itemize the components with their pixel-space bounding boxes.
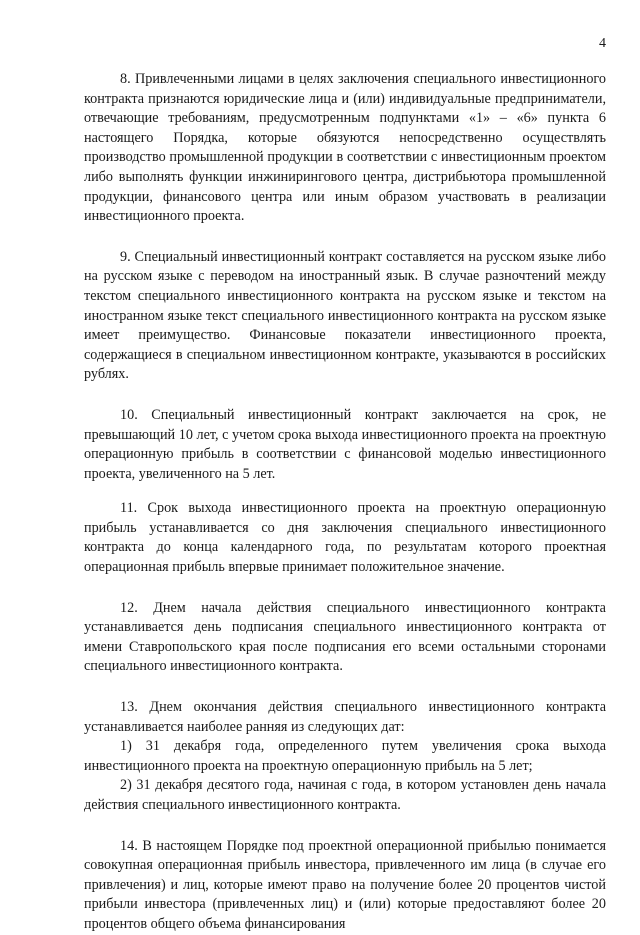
paragraph-8: 8. Привлеченными лицами в целях заключения специального инвестиционного контракта признаются юридические лица и (или) индивидуальные предприниматели, отвечающие требованиям, предусмотренным подпунктами «1» – «6» пункта 6 настоящего Порядка, которые обязуются непосредственно осуществлять производство промышленной продукции в соответствии с инвестиционным проектом либо выполнять функции инжинирингового центра, дистрибьютора промышленной продукции, финансового центра или иным образом участвовать в реализации инвестиционного проекта.	[84, 71, 606, 225]
document-body	[84, 70, 606, 935]
paragraph-13-item-2: 2) 31 декабря десятого года, начиная с года, в котором установлен день начала действия специального инвестиционного контракта.	[84, 777, 606, 813]
paragraph-11: 11. Срок выхода инвестиционного проекта на проектную операционную прибыль устанавливается со дня заключения специального инвестиционного контракта до конца календарного года, по результатам которого проектная операционная прибыль впервые принимает положительное значение.	[84, 500, 606, 576]
paragraph-10: 10. Специальный инвестиционный контракт заключается на срок, не превышающий 10 лет, с учетом срока выхода инвестиционного проекта на проектную операционную прибыль в соответствии с финансовой моделью инвестиционного проекта, увеличенного на 5 лет.	[84, 406, 606, 482]
paragraph-13: 13. Днем окончания действия специального инвестиционного контракта устанавливается наиболее ранняя из следующих дат:	[84, 699, 606, 735]
paragraph-9: 9. Специальный инвестиционный контракт составляется на русском языке либо на русском языке с переводом на иностранный язык. В случае разночтений между текстом специального инвестиционного контракта на русском языке и текстом на иностранном языке текст специального инвестиционного контракта на русском языке имеет преимущество. Финансовые показатели инвестиционного проекта, содержащиеся в специальном инвестиционном контракте, указываются в российских рублях.	[84, 248, 606, 383]
paragraph-14: 14. В настоящем Порядке под проектной операционной прибылью понимается совокупная операционная прибыль инвестора, привлеченного им лица (в случае его привлечения) и лиц, которые имеют право на получение более 20 процентов чистой прибыли инвестора (привлеченных лиц) и (или) которые предоставляют более 20 процентов общего объема финансирования	[84, 837, 606, 932]
paragraph-13-item-1: 1) 31 декабря года, определенного путем увеличения срока выхода инвестиционного проекта на проектную операционную прибыль на 5 лет;	[84, 738, 606, 774]
paragraph-12: 12. Днем начала действия специального инвестиционного контракта устанавливается день подписания специального инвестиционного контракта от имени Ставропольского края после подписания его всеми остальными сторонами специального инвестиционного контракта.	[84, 599, 606, 675]
page-number: 4	[599, 36, 606, 51]
